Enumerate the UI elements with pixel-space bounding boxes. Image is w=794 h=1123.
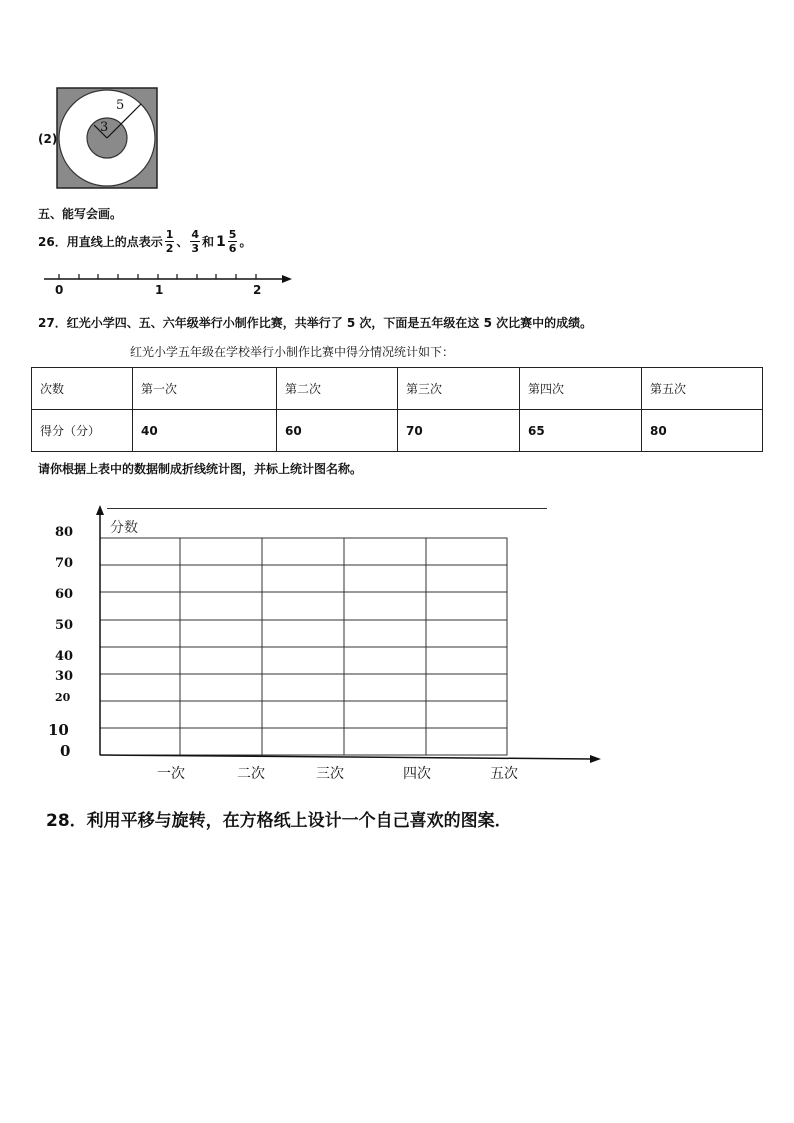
q26-prefix: 26．用直线上的点表示 <box>38 235 163 249</box>
section-title: 五、能写会画。 <box>38 207 123 221</box>
q26-separator: 、 <box>176 235 189 249</box>
y-axis-label: 分数 <box>110 520 138 536</box>
score-cell: 40 <box>133 410 277 452</box>
header-cell: 第四次 <box>520 368 642 410</box>
line-chart-grid[interactable] <box>90 500 610 770</box>
x-category-label: 一次 <box>157 766 185 782</box>
y-tick-label: 80 <box>55 525 74 540</box>
ring-figure <box>56 87 158 189</box>
header-cell: 第一次 <box>133 368 277 410</box>
y-tick-label: 40 <box>55 649 74 664</box>
row-label: 得分（分） <box>32 410 133 452</box>
y-tick-label: 20 <box>55 691 71 704</box>
x-axis <box>100 755 601 763</box>
score-cell: 60 <box>277 410 398 452</box>
outer-radius-label: 5 <box>116 98 125 113</box>
header-cell: 第五次 <box>642 368 763 410</box>
tick-0: 0 <box>55 283 64 297</box>
y-axis <box>96 505 104 755</box>
y-tick-label: 30 <box>55 669 74 684</box>
x-category-label: 二次 <box>237 766 265 782</box>
figure-label: (2) <box>38 132 58 146</box>
y-tick-label: 60 <box>55 587 74 602</box>
y-tick-label: 0 <box>60 742 71 760</box>
x-category-label: 四次 <box>403 766 431 782</box>
question-27: 27．红光小学四、五、六年级举行小制作比赛，共举行了 5 次，下面是五年级在这 5 次比赛中的成绩。 <box>38 316 593 330</box>
q26-end: 。 <box>239 235 252 249</box>
fraction-3: $\frac{5}{6}$ <box>228 228 237 255</box>
table-caption: 红光小学五年级在学校举行小制作比赛中得分情况统计如下： <box>130 345 455 359</box>
fraction-1: $\frac{1}{2}$ <box>165 228 174 255</box>
y-tick-label: 70 <box>55 556 74 571</box>
score-table <box>31 367 763 452</box>
header-cell: 次数 <box>32 368 133 410</box>
table-row <box>32 410 763 452</box>
q26-and: 和 <box>202 235 215 249</box>
score-cell: 70 <box>398 410 520 452</box>
question-26 <box>38 228 251 255</box>
inner-radius-label: 3 <box>100 120 109 135</box>
header-cell: 第三次 <box>398 368 520 410</box>
mixed-whole: 1 <box>216 233 226 250</box>
score-cell: 65 <box>520 410 642 452</box>
number-line <box>40 272 295 298</box>
tick-2: 2 <box>253 283 262 297</box>
score-cell: 80 <box>642 410 763 452</box>
chart-instruction: 请你根据上表中的数据制成折线统计图，并标上统计图名称。 <box>38 462 363 476</box>
x-category-label: 五次 <box>490 766 518 782</box>
table-header-row <box>32 368 763 410</box>
x-category-label: 三次 <box>316 766 344 782</box>
fraction-2: $\frac{4}{3}$ <box>191 228 200 255</box>
y-tick-label: 10 <box>48 721 69 739</box>
question-28: 28．利用平移与旋转，在方格纸上设计一个自己喜欢的图案． <box>46 811 512 831</box>
grid-lines <box>100 538 507 755</box>
y-tick-label: 50 <box>55 618 74 633</box>
tick-1: 1 <box>155 283 164 297</box>
header-cell: 第二次 <box>277 368 398 410</box>
